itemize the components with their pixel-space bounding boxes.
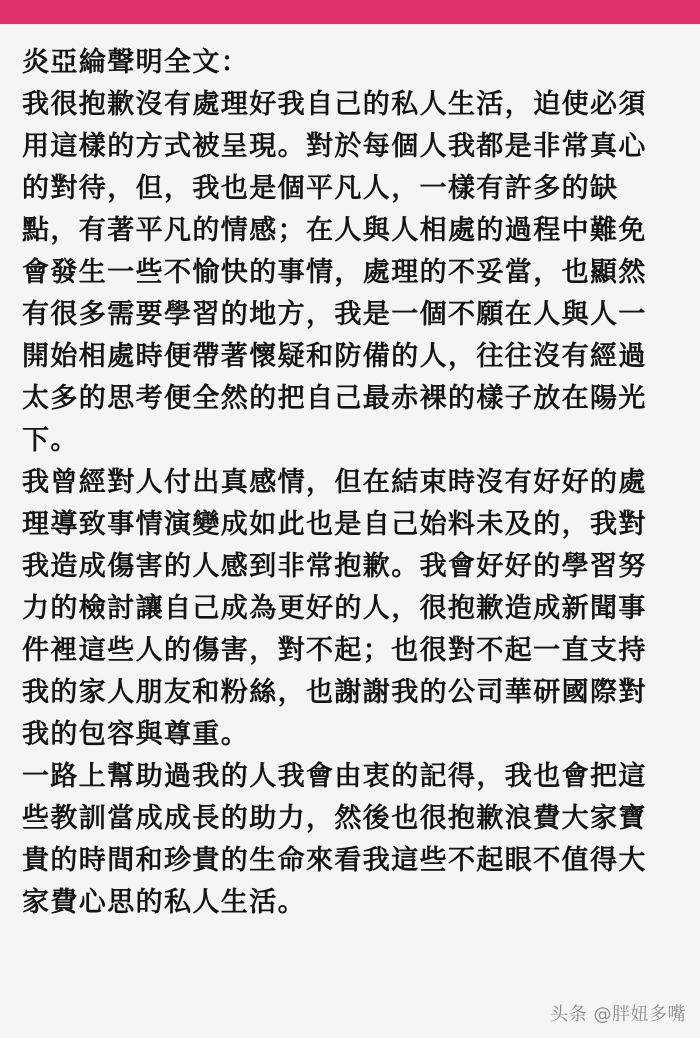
statement-line: 下。 <box>22 425 79 456</box>
statement-line: 貴的時間和珍貴的生命來看我這些不起眼不值得大 <box>22 845 647 876</box>
statement-line: 用這樣的方式被呈現。對於每個人我都是非常真心 <box>22 131 647 162</box>
statement-line: 力的檢討讓自己成為更好的人，很抱歉造成新聞事 <box>22 593 647 624</box>
statement-line: 我造成傷害的人感到非常抱歉。我會好好的學習努 <box>22 551 647 582</box>
statement-line: 我曾經對人付出真感情，但在結束時沒有好好的處 <box>22 467 647 498</box>
statement-line: 太多的思考便全然的把自己最赤裸的樣子放在陽光 <box>22 383 647 414</box>
statement-line: 我的包容與尊重。 <box>22 719 250 750</box>
statement-line: 些教訓當成成長的助力，然後也很抱歉浪費大家寶 <box>22 803 647 834</box>
top-accent-bar <box>0 0 700 24</box>
source-watermark: 头条 @胖妞多嘴 <box>550 1004 686 1025</box>
statement-line: 件裡這些人的傷害，對不起；也很對不起一直支持 <box>22 635 647 666</box>
statement-line: 會發生一些不愉快的事情，處理的不妥當，也顯然 <box>22 257 647 288</box>
statement-line: 的對待，但，我也是個平凡人，一樣有許多的缺 <box>22 173 619 204</box>
statement-line: 我很抱歉沒有處理好我自己的私人生活，迫使必須 <box>22 89 647 120</box>
statement-line: 理導致事情演變成如此也是自己始料未及的，我對 <box>22 509 647 540</box>
statement-line: 有很多需要學習的地方，我是一個不願在人與人一 <box>22 299 647 330</box>
statement-text <box>22 42 682 924</box>
statement-title: 炎亞綸聲明全文： <box>22 47 250 78</box>
statement-line: 點，有著平凡的情感；在人與人相處的過程中難免 <box>22 215 647 246</box>
statement-line: 我的家人朋友和粉絲，也謝謝我的公司華研國際對 <box>22 677 647 708</box>
statement-line: 一路上幫助過我的人我會由衷的記得，我也會把這 <box>22 761 647 792</box>
statement-line: 開始相處時便帶著懷疑和防備的人，往往沒有經過 <box>22 341 647 372</box>
statement-line: 家費心思的私人生活。 <box>22 887 306 918</box>
